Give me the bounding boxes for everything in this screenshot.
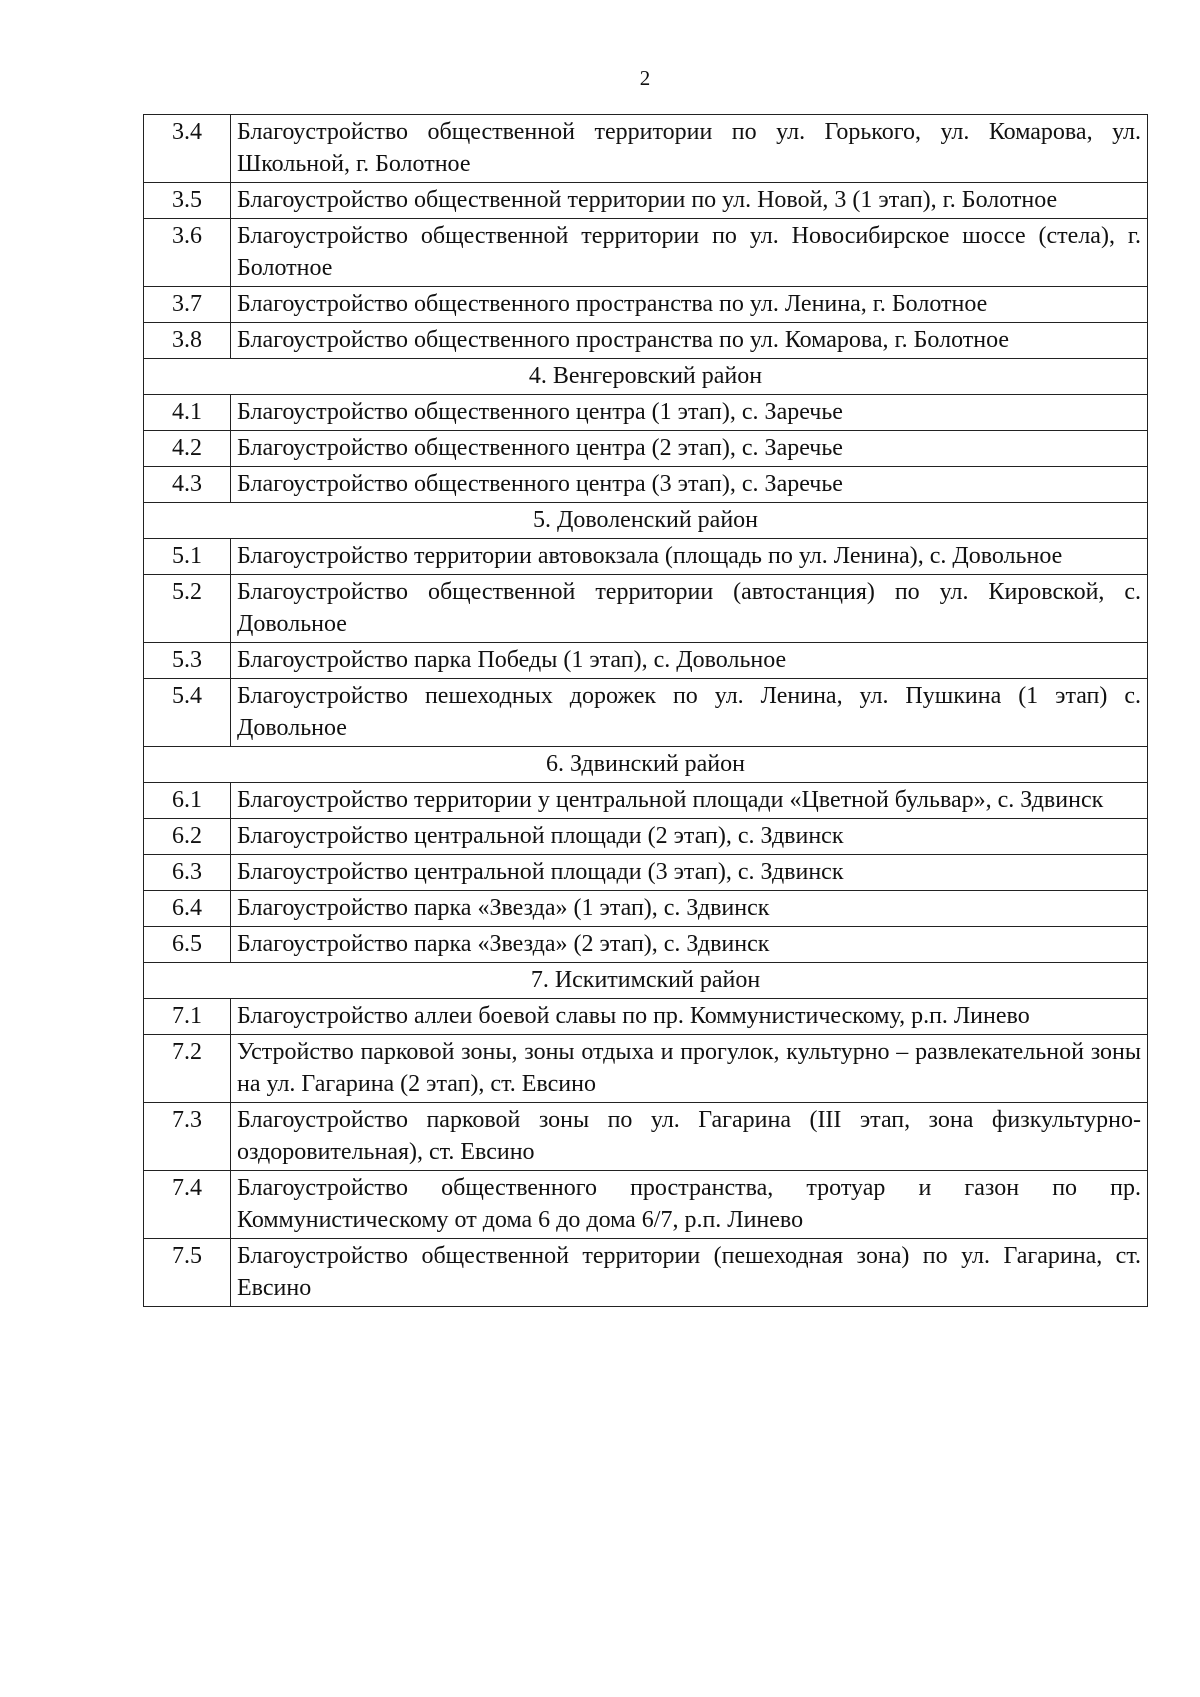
- item-number: 6.4: [144, 891, 231, 927]
- table-row: [144, 1035, 1148, 1103]
- table-row: [144, 1171, 1148, 1239]
- table-row: [144, 783, 1148, 819]
- item-description: Благоустройство общественного центра (2 этап), с. Заречье: [231, 431, 1148, 467]
- item-description: Благоустройство парка «Звезда» (2 этап), с. Здвинск: [231, 927, 1148, 963]
- table-row: [144, 539, 1148, 575]
- item-description: Благоустройство парковой зоны по ул. Гагарина (III этап, зона физкультурно-оздоровительная), ст. Евсино: [231, 1103, 1148, 1171]
- table-row: [144, 891, 1148, 927]
- table-row: [144, 1239, 1148, 1307]
- item-description: Благоустройство центральной площади (2 этап), с. Здвинск: [231, 819, 1148, 855]
- section-header-row: [144, 747, 1148, 783]
- item-number: 6.1: [144, 783, 231, 819]
- item-number: 5.4: [144, 679, 231, 747]
- item-number: 4.2: [144, 431, 231, 467]
- table-row: [144, 183, 1148, 219]
- item-description: Благоустройство общественной территории (автостанция) по ул. Кировской, с. Довольное: [231, 575, 1148, 643]
- item-number: 3.6: [144, 219, 231, 287]
- table-row: [144, 643, 1148, 679]
- section-header-row: [144, 503, 1148, 539]
- item-number: 7.1: [144, 999, 231, 1035]
- section-title: 4. Венгеровский район: [144, 359, 1148, 395]
- item-description: Благоустройство территории автовокзала (площадь по ул. Ленина), с. Довольное: [231, 539, 1148, 575]
- table-row: [144, 927, 1148, 963]
- item-number: 6.5: [144, 927, 231, 963]
- item-description: Благоустройство общественной территории (пешеходная зона) по ул. Гагарина, ст. Евсино: [231, 1239, 1148, 1307]
- section-header-row: [144, 359, 1148, 395]
- table-row: [144, 679, 1148, 747]
- item-description: Благоустройство общественной территории по ул. Горького, ул. Комарова, ул. Школьной, г. Болотное: [231, 115, 1148, 183]
- item-description: Благоустройство пешеходных дорожек по ул. Ленина, ул. Пушкина (1 этап) с. Довольное: [231, 679, 1148, 747]
- item-number: 5.3: [144, 643, 231, 679]
- item-description: Благоустройство общественного пространства по ул. Ленина, г. Болотное: [231, 287, 1148, 323]
- table-row: [144, 855, 1148, 891]
- table-row: [144, 575, 1148, 643]
- item-description: Благоустройство территории у центральной площади «Цветной бульвар», с. Здвинск: [231, 783, 1148, 819]
- item-number: 6.2: [144, 819, 231, 855]
- table-row: [144, 431, 1148, 467]
- item-number: 7.2: [144, 1035, 231, 1103]
- item-description: Благоустройство парка «Звезда» (1 этап), с. Здвинск: [231, 891, 1148, 927]
- table-row: [144, 819, 1148, 855]
- table-row: [144, 219, 1148, 287]
- item-number: 3.5: [144, 183, 231, 219]
- item-description: Благоустройство общественного центра (3 этап), с. Заречье: [231, 467, 1148, 503]
- section-title: 5. Доволенский район: [144, 503, 1148, 539]
- section-title: 7. Искитимский район: [144, 963, 1148, 999]
- item-number: 4.1: [144, 395, 231, 431]
- item-number: 7.4: [144, 1171, 231, 1239]
- table-row: [144, 323, 1148, 359]
- item-number: 3.8: [144, 323, 231, 359]
- item-number: 5.1: [144, 539, 231, 575]
- section-title: 6. Здвинский район: [144, 747, 1148, 783]
- item-description: Благоустройство общественного пространства по ул. Комарова, г. Болотное: [231, 323, 1148, 359]
- item-description: Благоустройство парка Победы (1 этап), с. Довольное: [231, 643, 1148, 679]
- item-number: 7.5: [144, 1239, 231, 1307]
- table-body: [144, 115, 1148, 1307]
- item-number: 5.2: [144, 575, 231, 643]
- section-header-row: [144, 963, 1148, 999]
- item-description: Благоустройство общественного пространства, тротуар и газон по пр. Коммунистическому от дома 6 до дома 6/7, р.п. Линево: [231, 1171, 1148, 1239]
- item-description: Устройство парковой зоны, зоны отдыха и прогулок, культурно – развлекательной зоны на ул. Гагарина (2 этап), ст. Евсино: [231, 1035, 1148, 1103]
- item-description: Благоустройство центральной площади (3 этап), с. Здвинск: [231, 855, 1148, 891]
- item-description: Благоустройство общественной территории по ул. Новосибирское шоссе (стела), г. Болотное: [231, 219, 1148, 287]
- table-row: [144, 467, 1148, 503]
- table-row: [144, 1103, 1148, 1171]
- page-number: 2: [639, 66, 651, 90]
- item-description: Благоустройство общественной территории по ул. Новой, 3 (1 этап), г. Болотное: [231, 183, 1148, 219]
- objects-table: [143, 114, 1148, 1307]
- item-description: Благоустройство общественного центра (1 этап), с. Заречье: [231, 395, 1148, 431]
- table-row: [144, 287, 1148, 323]
- table-row: [144, 395, 1148, 431]
- table-row: [144, 115, 1148, 183]
- table-row: [144, 999, 1148, 1035]
- item-number: 4.3: [144, 467, 231, 503]
- item-number: 7.3: [144, 1103, 231, 1171]
- item-number: 6.3: [144, 855, 231, 891]
- item-description: Благоустройство аллеи боевой славы по пр. Коммунистическому, р.п. Линево: [231, 999, 1148, 1035]
- item-number: 3.4: [144, 115, 231, 183]
- item-number: 3.7: [144, 287, 231, 323]
